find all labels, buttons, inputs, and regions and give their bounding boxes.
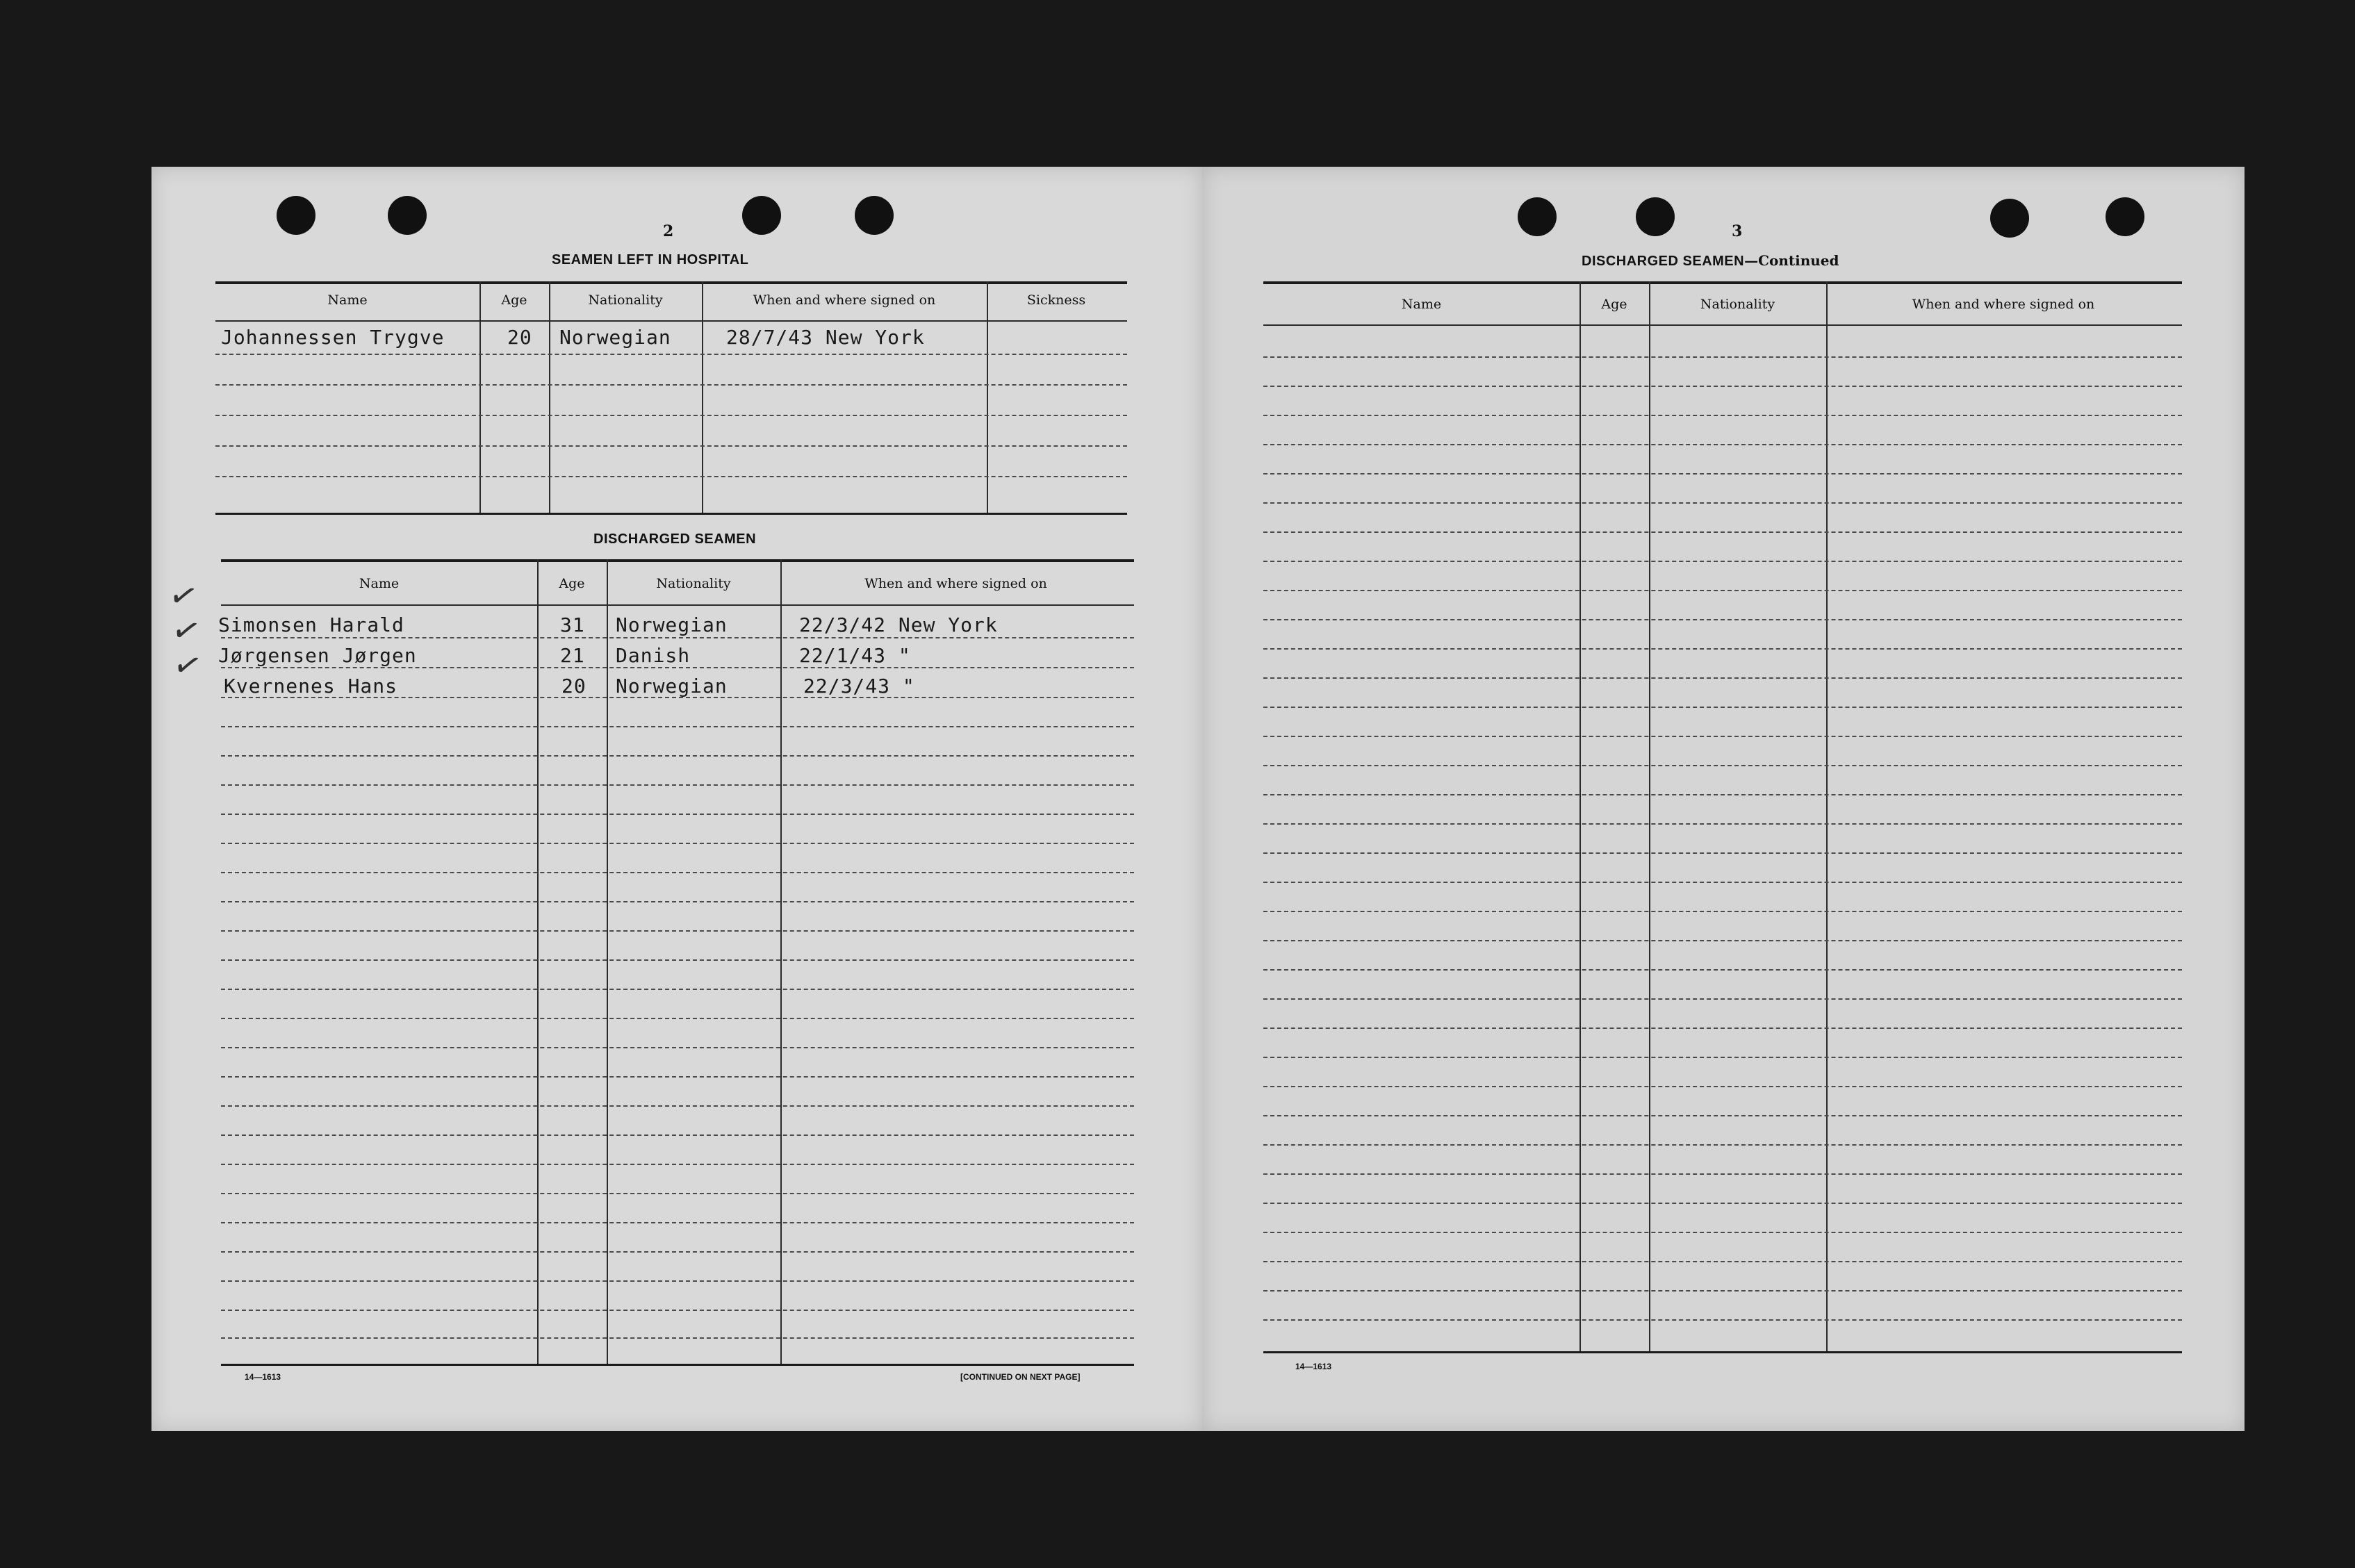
row-nationality: Norwegian (559, 326, 671, 349)
page-number: 2 (663, 222, 674, 240)
row-age: 20 (561, 675, 586, 698)
row-name: Jørgensen Jørgen (218, 644, 417, 667)
hospital-table (215, 281, 1127, 528)
col-header-name: Name (327, 292, 368, 308)
row-signed-on: 22/1/43 " (799, 644, 911, 667)
punch-hole (1636, 197, 1675, 236)
row-name: Simonsen Harald (218, 613, 404, 636)
col-header-sickness: Sickness (1026, 292, 1086, 308)
row-age: 31 (560, 613, 585, 636)
col-header-age: Age (501, 292, 527, 308)
row-nationality: Norwegian (616, 613, 728, 636)
page-number: 3 (1732, 222, 1743, 240)
row-name: Kvernenes Hans (224, 675, 398, 698)
form-number: 14—1613 (245, 1372, 281, 1382)
hospital-section-title: SEAMEN LEFT IN HOSPITAL (552, 252, 749, 267)
row-nationality: Norwegian (616, 675, 728, 698)
left-page (151, 167, 1202, 1431)
check-mark: ✓ (169, 643, 206, 688)
col-header-nationality: Nationality (656, 576, 731, 591)
punch-hole (742, 196, 781, 235)
col-header-name: Name (359, 576, 400, 591)
col-header-nationality: Nationality (588, 292, 663, 308)
col-header-nationality: Nationality (1700, 297, 1775, 312)
col-header-signed-on: When and where signed on (1912, 297, 2095, 312)
punch-hole (2106, 197, 2144, 236)
row-age: 20 (507, 326, 532, 349)
title-main: DISCHARGED SEAMEN (1582, 254, 1745, 269)
discharged-section-title: DISCHARGED SEAMEN (593, 531, 757, 547)
check-mark: ✓ (165, 573, 202, 619)
title-suffix: —Continued (1744, 252, 1839, 269)
punch-hole (388, 196, 427, 235)
row-nationality: Danish (616, 644, 691, 667)
row-age: 21 (560, 644, 585, 667)
discharged-table (218, 559, 1134, 1365)
discharged-continued-table (1263, 281, 2182, 1530)
right-page (1202, 167, 2245, 1431)
row-signed-on: 28/7/43 New York (726, 326, 925, 349)
col-header-signed-on: When and where signed on (864, 576, 1047, 591)
col-header-age: Age (559, 576, 585, 591)
row-signed-on: 22/3/43 " (803, 675, 915, 698)
col-header-age: Age (1601, 297, 1627, 312)
row-name: Johannessen Trygve (221, 326, 445, 349)
col-header-name: Name (1401, 297, 1442, 312)
punch-hole (1990, 199, 2029, 238)
punch-hole (277, 196, 315, 235)
row-signed-on: 22/3/42 New York (799, 613, 998, 636)
discharged-continued-title (1582, 252, 1839, 270)
punch-hole (855, 196, 894, 235)
col-header-signed-on: When and where signed on (753, 292, 936, 308)
continued-note: [CONTINUED ON NEXT PAGE] (960, 1372, 1081, 1382)
check-mark: ✓ (167, 608, 205, 654)
punch-hole (1518, 197, 1557, 236)
form-number: 14—1613 (1295, 1362, 1332, 1371)
